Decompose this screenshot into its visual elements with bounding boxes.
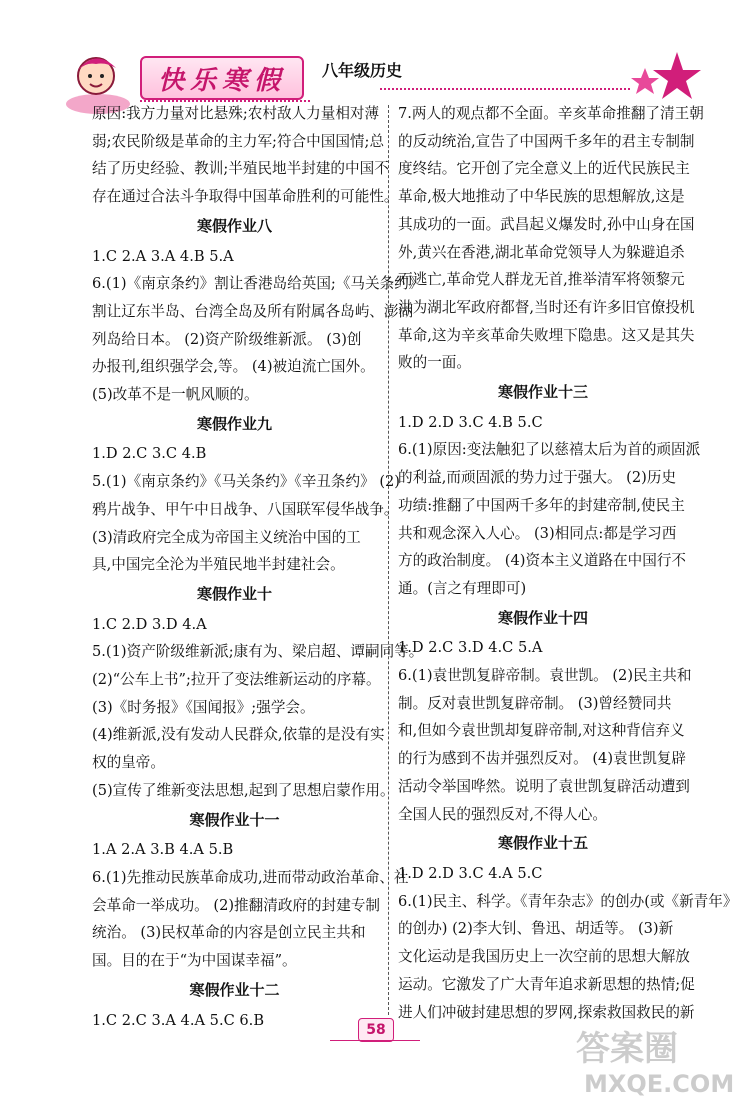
answer-line: 列岛给日本。 (2)资产阶级维新派。 (3)创 (92, 330, 362, 348)
answer-line: 其成功的一面。武昌起义爆发时,孙中山身在国 (398, 215, 695, 233)
answer-line: 共和观念深入人心。 (3)相同点:都是学习西 (398, 524, 677, 542)
answer-line: 权的皇帝。 (92, 754, 165, 772)
answer-line: 原因:我方力量对比悬殊;农村敌人力量相对薄 (92, 105, 380, 122)
answer-line: 1.C 2.D 3.D 4.A (92, 615, 207, 633)
answer-line: 文化运动是我国历史上一次空前的思想大解放 (398, 948, 690, 966)
answer-line: 方的政治制度。 (4)资本主义道路在中国行不 (398, 552, 687, 570)
answer-line: 革命,极大地推动了中华民族的思想解放,这是 (398, 188, 685, 206)
answer-line: 6.(1)《南京条约》割让香港岛给英国;《马关条约》 (92, 275, 424, 293)
answer-line: 败的一面。 (398, 354, 471, 372)
answer-line: 1.C 2.A 3.A 4.B 5.A (92, 247, 234, 265)
answer-line: 的反动统治,宣告了中国两千多年的君主专制制 (398, 132, 695, 150)
answer-line: 度终结。它开创了完全意义上的近代民族民主 (398, 160, 690, 178)
answer-line: 具,中国完全沦为半殖民地半封建社会。 (92, 556, 345, 574)
star-decoration-icon (625, 48, 705, 108)
answer-line: 全国人民的强烈反对,不得人心。 (398, 805, 607, 823)
brand-title: 快乐寒假 (140, 56, 304, 100)
answer-line: 通。(言之有理即可) (398, 579, 527, 597)
answer-line: 1.A 2.A 3.B 4.A 5.B (92, 841, 234, 859)
answer-line: 功绩:推翻了中国两千多年的封建帝制,使民主 (398, 496, 685, 514)
answer-line: (2)“公车上书”;拉开了变法维新运动的序幕。 (92, 671, 381, 689)
watermark-url-text: MXQE.COM (584, 1070, 735, 1098)
answer-line: 1.D 2.C 3.D 4.C 5.A (398, 639, 543, 657)
answer-line: 鸦片战争、甲午中日战争、八国联军侵华战争。 (92, 500, 399, 518)
answer-line: 进人们冲破封建思想的罗网,探索救国救民的新 (398, 1003, 695, 1021)
answer-line: 6.(1)袁世凯复辟帝制。袁世凯。 (2)民主共和 (398, 667, 692, 685)
answer-line: 运动。它激发了广大青年追求新思想的热情;促 (398, 975, 695, 993)
answer-line: 1.C 2.C 3.A 4.A 5.C 6.B (92, 1011, 265, 1029)
answer-line: (3)《时务报》《国闻报》;强学会。 (92, 698, 315, 716)
answer-line: 割让辽东半岛、台湾全岛及所有附属各岛屿、澎湖 (92, 302, 414, 320)
section-heading: 寒假作业十三 (497, 383, 588, 402)
page-number-ornament (330, 1040, 420, 1047)
answer-line: 活动令举国哗然。说明了袁世凯复辟活动遭到 (398, 777, 690, 795)
answer-line: 统治。 (3)民权革命的内容是创立民主共和 (92, 924, 366, 942)
answer-line: 存在通过合法斗争取得中国革命胜利的可能性。 (92, 188, 399, 206)
watermark-logo (570, 1020, 745, 1098)
section-heading: 寒假作业十四 (497, 608, 588, 627)
answer-line: 的创办) (2)李大钊、鲁迅、胡适等。 (3)新 (398, 920, 674, 938)
answer-line: 洪为湖北军政府都督,当时还有许多旧官僚投机 (398, 298, 695, 316)
section-heading: 寒假作业十五 (497, 834, 588, 853)
answer-line: 和,但如今袁世凯却复辟帝制,对这种背信弃义 (398, 722, 685, 740)
answer-line: (4)维新派,没有发动人民群众,依靠的是没有实 (92, 726, 385, 744)
answer-line: 1.D 2.D 3.C 4.A 5.C (398, 864, 543, 882)
answer-line: 6.(1)民主、科学。《青年杂志》的创办(或《新青年》 (398, 892, 738, 910)
page-number: 58 (358, 1018, 394, 1042)
answer-line: 的行为感到不齿并强烈反对。 (4)袁世凯复辟 (398, 750, 687, 768)
answer-line: 外,黄兴在香港,湖北革命党领导人为躲避追杀 (398, 243, 685, 261)
answer-line: 国。目的在于“为中国谋幸福”。 (92, 952, 297, 970)
answer-line: 而逃亡,革命党人群龙无首,推举清军将领黎元 (398, 271, 685, 289)
answer-line: (5)宣传了维新变法思想,起到了思想启蒙作用。 (92, 781, 395, 799)
answer-line: 5.(1)《南京条约》《马关条约》《辛丑条约》 (2) (92, 473, 400, 491)
answer-line: 办报刊,组织强学会,等。 (4)被迫流亡国外。 (92, 358, 375, 376)
answer-line: 1.D 2.C 3.C 4.B (92, 445, 207, 463)
answer-line: 弱;农民阶级是革命的主力军;符合中国国情;总 (92, 132, 385, 150)
answer-line: 结了历史经验、教训;半殖民地半封建的中国不 (92, 160, 389, 178)
section-heading: 寒假作业十 (196, 584, 272, 603)
grade-subject-label: 八年级历史 (322, 61, 403, 80)
right-column (398, 100, 738, 1026)
answer-line: 6.(1)原因:变法触犯了以慈禧太后为首的顽固派 (398, 441, 701, 459)
answer-line: (5)改革不是一帆风顺的。 (92, 386, 259, 404)
answer-line: (3)清政府完全成为帝国主义统治中国的工 (92, 528, 361, 546)
section-heading: 寒假作业八 (196, 216, 272, 235)
answer-line: 会革命一举成功。 (2)推翻清政府的封建专制 (92, 896, 381, 914)
section-heading: 寒假作业十一 (189, 810, 280, 829)
answer-line: 7.两人的观点都不全面。辛亥革命推翻了清王朝 (398, 105, 704, 122)
answer-line: 5.(1)资产阶级维新派;康有为、梁启超、谭嗣同等。 (92, 643, 424, 661)
answer-line: 革命,这为辛亥革命失败埋下隐患。这又是其失 (398, 326, 695, 344)
answer-line: 制。反对袁世凯复辟帝制。 (3)曾经赞同共 (398, 694, 672, 712)
section-heading: 寒假作业九 (196, 414, 272, 433)
header-dotted-line (380, 88, 630, 90)
answer-line: 的利益,而顽固派的势力过于强大。 (2)历史 (398, 469, 677, 487)
answer-line: 1.D 2.D 3.C 4.B 5.C (398, 413, 543, 431)
section-heading: 寒假作业十二 (189, 980, 280, 999)
answer-line: 6.(1)先推动民族革命成功,进而带动政治革命、社 (92, 868, 409, 886)
watermark-logo-text: 答案圈 (576, 1029, 678, 1069)
